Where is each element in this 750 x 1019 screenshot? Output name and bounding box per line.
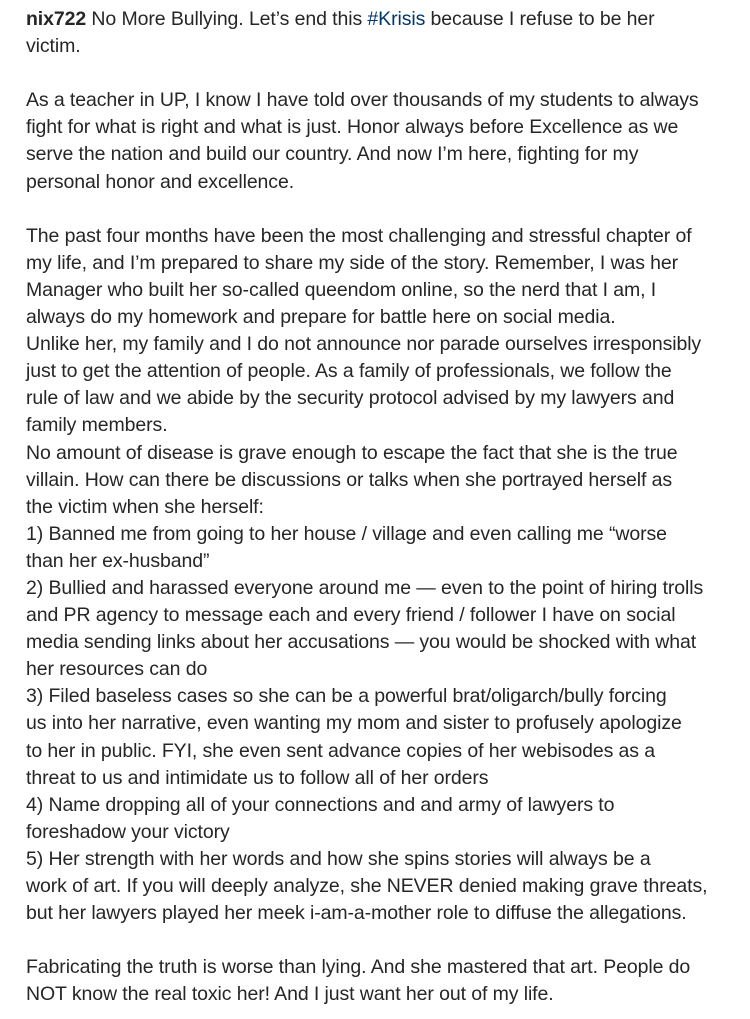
caption-line: 3) Filed baseless cases so she can be a powerful brat/oligarch/bully forcing bbox=[26, 685, 667, 708]
caption-line: rule of law and we abide by the security protocol advised by my lawyers and bbox=[26, 387, 675, 410]
paragraph-break bbox=[26, 196, 730, 223]
username-link[interactable]: nix722 bbox=[26, 8, 87, 30]
caption-line: 4) Name dropping all of your connections and and army of lawyers to bbox=[26, 793, 615, 816]
caption-first-line bbox=[26, 6, 730, 33]
caption-line: Manager who built her so-called queendom online, so the nerd that I am, I bbox=[26, 278, 657, 301]
caption-line: threat to us and intimidate us to follow all of her orders bbox=[26, 766, 489, 789]
caption-line: and PR agency to message each and every friend / follower I have on social bbox=[26, 604, 676, 627]
caption-line: fight for what is right and what is just. Honor always before Excellence as we bbox=[26, 116, 679, 139]
post-caption bbox=[26, 6, 730, 1008]
caption-line: NOT know the real toxic her! And I just want her out of my life. bbox=[26, 983, 554, 1006]
caption-line: No amount of disease is grave enough to escape the fact that she is the true bbox=[26, 441, 678, 464]
caption-line: my life, and I’m prepared to share my side of the story. Remember, I was her bbox=[26, 251, 679, 274]
caption-line: 1) Banned me from going to her house / village and even calling me “worse bbox=[26, 522, 667, 545]
caption-line: the victim when she herself: bbox=[26, 495, 264, 518]
caption-line: than her ex-husband” bbox=[26, 549, 210, 572]
caption-line: As a teacher in UP, I know I have told over thousands of my students to always bbox=[26, 89, 699, 112]
caption-line: just to get the attention of people. As a family of professionals, we follow the bbox=[26, 360, 672, 383]
caption-line: personal honor and excellence. bbox=[26, 170, 295, 193]
caption-line: serve the nation and build our country. And now I’m here, fighting for my bbox=[26, 143, 639, 166]
caption-line: foreshadow your victory bbox=[26, 820, 230, 843]
caption-line: The past four months have been the most challenging and stressful chapter of bbox=[26, 224, 692, 247]
paragraph-break bbox=[26, 60, 730, 87]
caption-line: but her lawyers played her meek i-am-a-mother role to diffuse the allegations. bbox=[26, 902, 687, 925]
paragraph-break bbox=[26, 927, 730, 954]
hashtag-link[interactable]: #Krisis bbox=[367, 8, 426, 30]
caption-line: victim. bbox=[26, 35, 81, 58]
caption-line: us into her narrative, even wanting my mom and sister to profusely apologize bbox=[26, 712, 682, 735]
caption-line: family members. bbox=[26, 414, 168, 437]
caption-line: to her in public. FYI, she even sent advance copies of her webisodes as a bbox=[26, 739, 655, 762]
caption-line: media sending links about her accusations — you would be shocked with what bbox=[26, 631, 697, 654]
caption-line: Unlike her, my family and I do not announce nor parade ourselves irresponsibly bbox=[26, 333, 702, 356]
caption-line: always do my homework and prepare for battle here on social media. bbox=[26, 306, 616, 329]
caption-line: villain. How can there be discussions or talks when she portrayed herself as bbox=[26, 468, 672, 491]
caption-line: 5) Her strength with her words and how she spins stories will always be a bbox=[26, 847, 651, 870]
caption-body bbox=[26, 33, 730, 1008]
caption-line: her resources can do bbox=[26, 658, 208, 681]
caption-line: Fabricating the truth is worse than lying. And she mastered that art. People do bbox=[26, 956, 691, 979]
caption-line: work of art. If you will deeply analyze, she NEVER denied making grave threats, bbox=[26, 875, 708, 897]
caption-text: No More Bullying. Let’s end this bbox=[86, 8, 368, 30]
caption-line: 2) Bullied and harassed everyone around me — even to the point of hiring trolls bbox=[26, 576, 704, 599]
caption-text: because I refuse to be her bbox=[425, 8, 655, 30]
